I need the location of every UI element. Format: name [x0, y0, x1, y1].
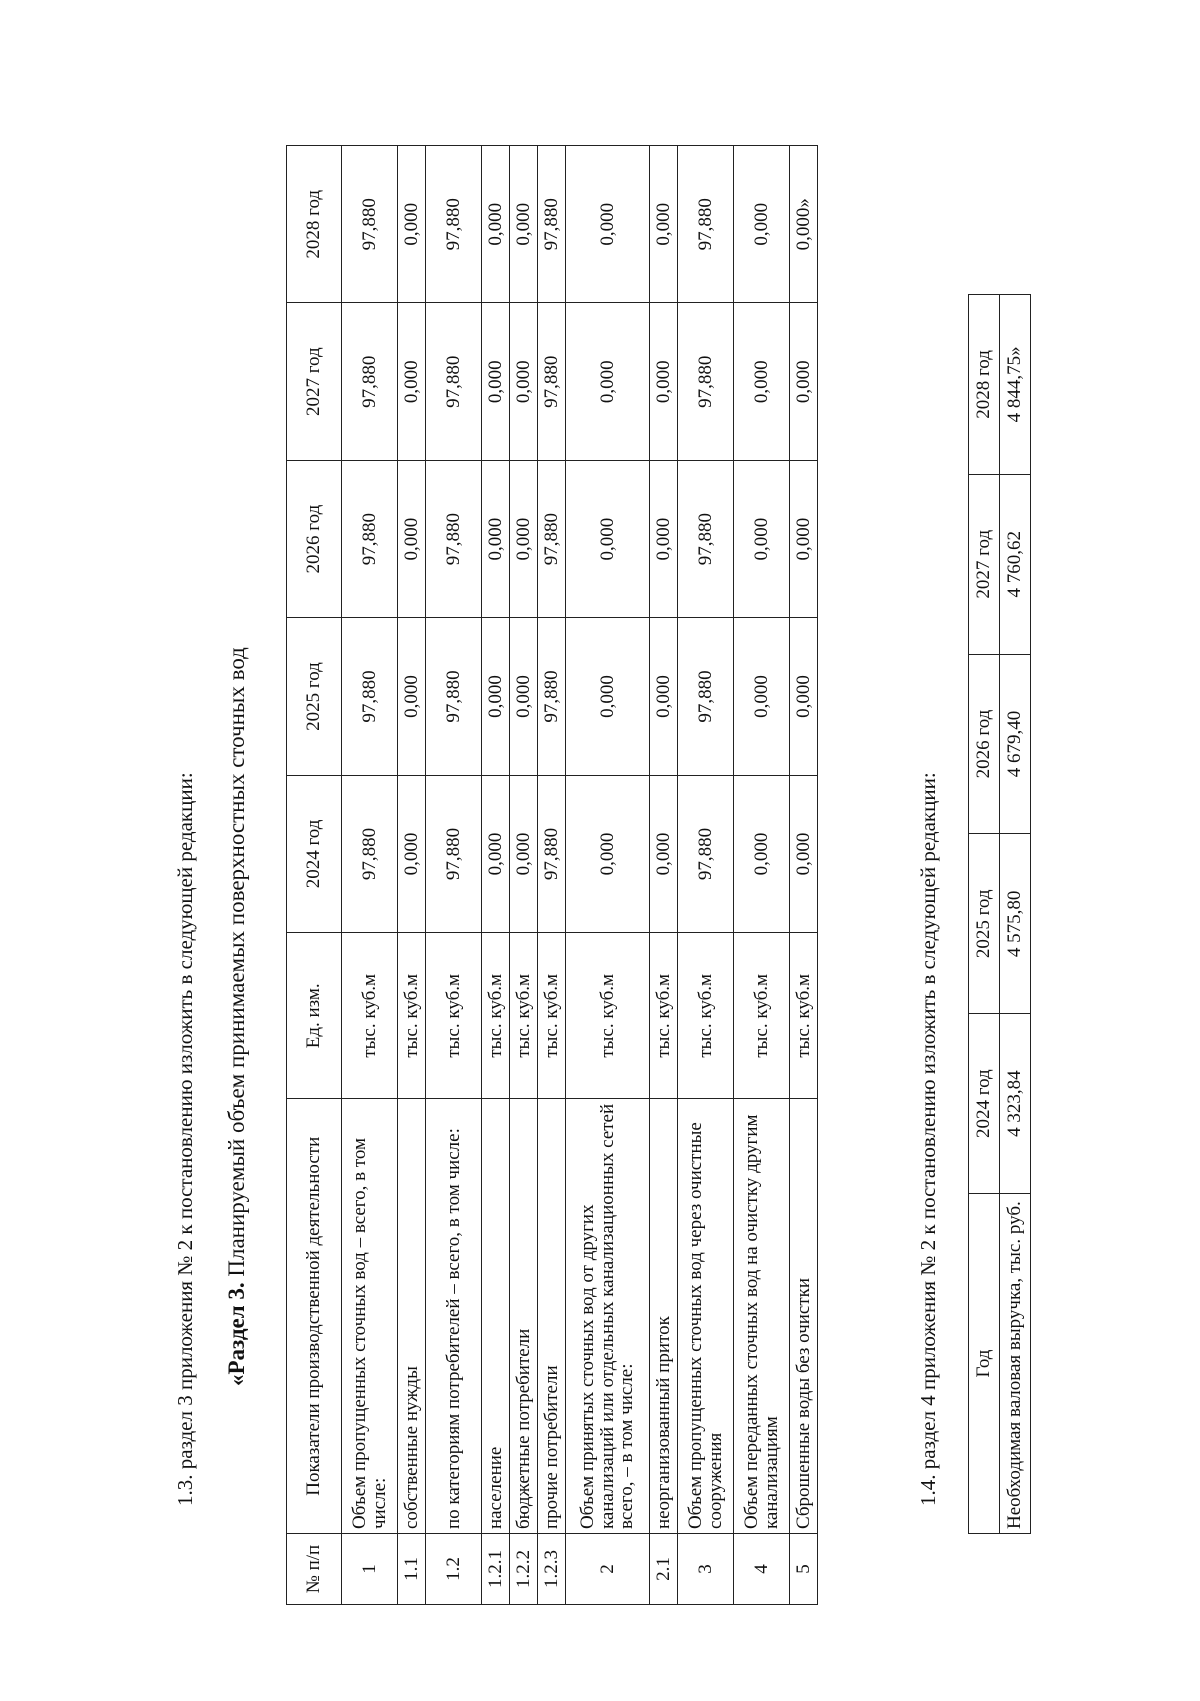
row-num: 1: [342, 1534, 398, 1605]
value-2026: 0,000: [510, 460, 538, 617]
row-name: Сброшенные воды без очистки: [790, 1099, 818, 1534]
value-2027: 97,880: [678, 303, 734, 460]
value-2028: 97,880: [678, 146, 734, 303]
value-2025: 0,000: [790, 618, 818, 775]
value-2026: 97,880: [678, 460, 734, 617]
value-2024: 0,000: [790, 775, 818, 932]
table-row: [342, 146, 398, 1605]
row-unit: тыс. куб.м: [482, 933, 510, 1099]
value-2028: 0,000: [650, 146, 678, 303]
value-2027: 0,000: [566, 303, 650, 460]
table-row: [538, 146, 566, 1605]
year-2028: 2028 год: [969, 295, 1000, 475]
value-2024: 0,000: [510, 775, 538, 932]
row-unit: тыс. куб.м: [510, 933, 538, 1099]
table-row: [734, 146, 790, 1605]
revenue-2025: 4 575,80: [1000, 834, 1031, 1014]
value-2024: 0,000: [566, 775, 650, 932]
value-2026: 97,880: [538, 460, 566, 617]
year-2026: 2026 год: [969, 654, 1000, 834]
row-name: прочие потребители: [538, 1099, 566, 1534]
row-name: по категориям потребителей – всего, в том числе:: [426, 1099, 482, 1534]
row-name: Объем принятых сточных вод от других канализаций или отдельных канализационных сетей всего, – в том числе:: [566, 1099, 650, 1534]
value-2025: 97,880: [342, 618, 398, 775]
value-2028: 97,880: [426, 146, 482, 303]
row-unit: тыс. куб.м: [678, 933, 734, 1099]
value-2028: 0,000: [566, 146, 650, 303]
table-row: [566, 146, 650, 1605]
row-num: 1.1: [398, 1534, 426, 1605]
year-2025: 2025 год: [969, 834, 1000, 1014]
row-num: 5: [790, 1534, 818, 1605]
row-num: 4: [734, 1534, 790, 1605]
header-num: № п/п: [287, 1534, 342, 1605]
row-unit: тыс. куб.м: [342, 933, 398, 1099]
value-2027: 0,000: [398, 303, 426, 460]
revenue-2027: 4 760,62: [1000, 474, 1031, 654]
table-row: [398, 146, 426, 1605]
row-name: неорганизованный приток: [650, 1099, 678, 1534]
value-2026: 97,880: [342, 460, 398, 617]
value-2025: 0,000: [398, 618, 426, 775]
value-2028: 0,000: [398, 146, 426, 303]
value-2028: 97,880: [342, 146, 398, 303]
value-2028: 0,000»: [790, 146, 818, 303]
section-4-table: [968, 294, 1031, 1534]
section-3-title: Планируемый объем принимаемых поверхностных сточных вод: [224, 647, 249, 1277]
value-2027: 0,000: [790, 303, 818, 460]
section-3-prefix: «Раздел 3.: [224, 1282, 249, 1386]
value-2024: 97,880: [538, 775, 566, 932]
value-2024: 0,000: [398, 775, 426, 932]
value-2026: 0,000: [650, 460, 678, 617]
table-header-row: [969, 295, 1000, 1534]
row-num: 3: [678, 1534, 734, 1605]
value-2024: 0,000: [650, 775, 678, 932]
row-num: 2.1: [650, 1534, 678, 1605]
value-2025: 97,880: [426, 618, 482, 775]
value-2026: 97,880: [426, 460, 482, 617]
section-3-heading: [225, 647, 248, 1386]
value-2025: 0,000: [734, 618, 790, 775]
row-num: 1.2.3: [538, 1534, 566, 1605]
row-unit: тыс. куб.м: [734, 933, 790, 1099]
revenue-2028: 4 844,75»: [1000, 295, 1031, 475]
value-2026: 0,000: [734, 460, 790, 617]
header-2027: 2027 год: [287, 303, 342, 460]
value-2027: 97,880: [538, 303, 566, 460]
row-num: 1.2.2: [510, 1534, 538, 1605]
value-2025: 0,000: [482, 618, 510, 775]
row-name: Объем пропущенных сточных вод – всего, в том числе:: [342, 1099, 398, 1534]
revenue-label: Необходимая валовая выручка, тыс. руб.: [1000, 1194, 1031, 1534]
value-2026: 0,000: [566, 460, 650, 617]
table-row: [678, 146, 734, 1605]
table-header-row: [287, 146, 342, 1605]
table-row: [482, 146, 510, 1605]
row-unit: тыс. куб.м: [566, 933, 650, 1099]
value-2027: 97,880: [426, 303, 482, 460]
row-name: собственные нужды: [398, 1099, 426, 1534]
row-name: население: [482, 1099, 510, 1534]
value-2026: 0,000: [790, 460, 818, 617]
header-2028: 2028 год: [287, 146, 342, 303]
table-row: [790, 146, 818, 1605]
value-2027: 0,000: [650, 303, 678, 460]
value-2027: 0,000: [734, 303, 790, 460]
row-unit: тыс. куб.м: [790, 933, 818, 1099]
row-unit: тыс. куб.м: [426, 933, 482, 1099]
revenue-2026: 4 679,40: [1000, 654, 1031, 834]
header-2024: 2024 год: [287, 775, 342, 932]
value-2024: 97,880: [678, 775, 734, 932]
value-2025: 0,000: [650, 618, 678, 775]
row-unit: тыс. куб.м: [538, 933, 566, 1099]
value-2028: 0,000: [510, 146, 538, 303]
value-2028: 97,880: [538, 146, 566, 303]
row-name: Объем переданных сточных вод на очистку другим канализациям: [734, 1099, 790, 1534]
year-2024: 2024 год: [969, 1014, 1000, 1194]
row-name: Объем пропущенных сточных вод через очистные сооружения: [678, 1099, 734, 1534]
row-unit: тыс. куб.м: [650, 933, 678, 1099]
row-name: бюджетные потребители: [510, 1099, 538, 1534]
table-row: [1000, 295, 1031, 1534]
value-2024: 97,880: [426, 775, 482, 932]
table-row: [650, 146, 678, 1605]
table-row: [510, 146, 538, 1605]
row-num: 2: [566, 1534, 650, 1605]
section-3-table: [286, 145, 818, 1605]
header-2025: 2025 год: [287, 618, 342, 775]
year-2027: 2027 год: [969, 474, 1000, 654]
value-2024: 0,000: [734, 775, 790, 932]
header-indicator: Показатели производственной деятельности: [287, 1099, 342, 1534]
row-unit: тыс. куб.м: [398, 933, 426, 1099]
year-header-label: Год: [969, 1194, 1000, 1534]
value-2027: 0,000: [510, 303, 538, 460]
value-2024: 0,000: [482, 775, 510, 932]
value-2025: 97,880: [538, 618, 566, 775]
value-2027: 97,880: [342, 303, 398, 460]
row-num: 1.2: [426, 1534, 482, 1605]
header-unit: Ед. изм.: [287, 933, 342, 1099]
value-2026: 0,000: [398, 460, 426, 617]
header-2026: 2026 год: [287, 460, 342, 617]
value-2028: 0,000: [734, 146, 790, 303]
value-2025: 97,880: [678, 618, 734, 775]
revenue-2024: 4 323,84: [1000, 1014, 1031, 1194]
value-2027: 0,000: [482, 303, 510, 460]
row-num: 1.2.1: [482, 1534, 510, 1605]
value-2024: 97,880: [342, 775, 398, 932]
paragraph-1-3: 1.3. раздел 3 приложения № 2 к постановлению изложить в следующей редакции:: [173, 772, 197, 1506]
value-2025: 0,000: [566, 618, 650, 775]
value-2026: 0,000: [482, 460, 510, 617]
value-2025: 0,000: [510, 618, 538, 775]
value-2028: 0,000: [482, 146, 510, 303]
table-row: [426, 146, 482, 1605]
paragraph-1-4: 1.4. раздел 4 приложения № 2 к постановлению изложить в следующей редакции:: [916, 772, 940, 1506]
